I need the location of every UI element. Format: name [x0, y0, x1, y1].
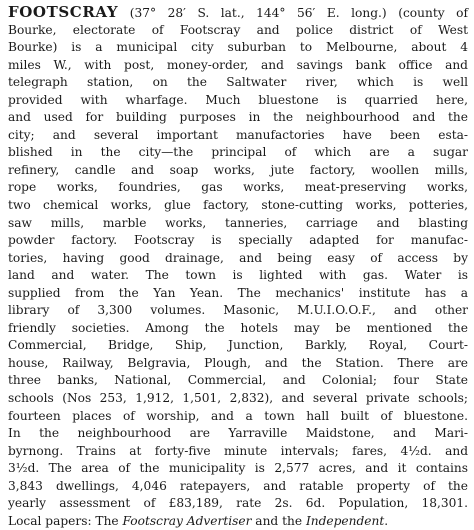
entry-line: three banks, National, Commercial, and Colonial; four State: [8, 373, 468, 388]
entry-line: Bourke) is a municipal city suburban to Melbourne, about 4: [8, 40, 468, 55]
entry-line: and used for building purposes in the neighbourhood and the: [8, 110, 468, 125]
entry-line: In the neighbourhood are Yarraville Maidstone, and Mari-: [8, 426, 468, 441]
entry-line: city; and several important manufactories have been esta-: [8, 127, 468, 142]
entry-line: supplied from the Yan Yean. The mechanics' institute has a: [8, 285, 468, 300]
entry-line: blished in the city—the principal of which are a sugar: [8, 145, 468, 160]
entry-line: schools (Nos 253, 1,912, 1,501, 2,832), and several private schools;: [8, 391, 468, 406]
entry-line: library of 3,300 volumes. Masonic, M.U.I.O.O.F., and other: [8, 303, 468, 318]
entry-line: 3,843 dwellings, 4,046 ratepayers, and ratable property of the: [8, 478, 468, 493]
paper-name: Footscray Advertiser: [122, 513, 252, 528]
papers-end: .: [384, 513, 389, 528]
entry-line: Commercial, Bridge, Ship, Junction, Barkly, Royal, Court-: [8, 338, 468, 353]
entry-line: telegraph station, on the Saltwater river, which is well: [8, 75, 468, 90]
entry-line: land and water. The town is lighted with gas. Water is: [8, 268, 468, 283]
entry-line: house, Railway, Belgravia, Plough, and the Station. There are: [8, 355, 468, 370]
entry-line: 3½d. The area of the municipality is 2,577 acres, and it contains: [8, 461, 468, 476]
entry-local-papers: [8, 513, 468, 530]
entry-line: Bourke, electorate of Footscray and police district of West: [8, 22, 468, 37]
entry-line: refinery, candle and soap works, jute factory, woollen mills,: [8, 162, 468, 177]
entry-coordinates: (37° 28′ S. lat., 144° 56′ E. long.) (county of: [118, 6, 468, 20]
gazetteer-entry: [8, 4, 468, 530]
entry-headword: FOOTSCRAY: [8, 3, 119, 21]
entry-line: provided with wharfage. Much bluestone is quarried here,: [8, 92, 468, 107]
entry-line: powder factory. Footscray is specially adapted for manufac-: [8, 233, 468, 248]
entry-line: two chemical works, glue factory, stone-cutting works, potteries,: [8, 198, 468, 213]
entry-line: miles W., with post, money-order, and savings bank office and: [8, 57, 468, 72]
entry-line: byrnong. Trains at forty-five minute intervals; fares, 4½d. and: [8, 443, 468, 458]
entry-line-1: [8, 4, 468, 22]
paper-name: Independent: [305, 513, 385, 528]
entry-line: yearly assessment of £83,189, rate 2s. 6d. Population, 18,301.: [8, 496, 468, 511]
entry-line: saw mills, marble works, tanneries, carriage and blasting: [8, 215, 468, 230]
entry-line: tories, having good drainage, and being easy of access by: [8, 250, 468, 265]
papers-intro: Local papers: The: [8, 513, 123, 528]
entry-line: rope works, foundries, gas works, meat-preserving works,: [8, 180, 468, 195]
entry-line: friendly societies. Among the hotels may be mentioned the: [8, 320, 468, 335]
papers-and: and the: [251, 513, 306, 528]
entry-line: fourteen places of worship, and a town hall built of bluestone.: [8, 408, 468, 423]
